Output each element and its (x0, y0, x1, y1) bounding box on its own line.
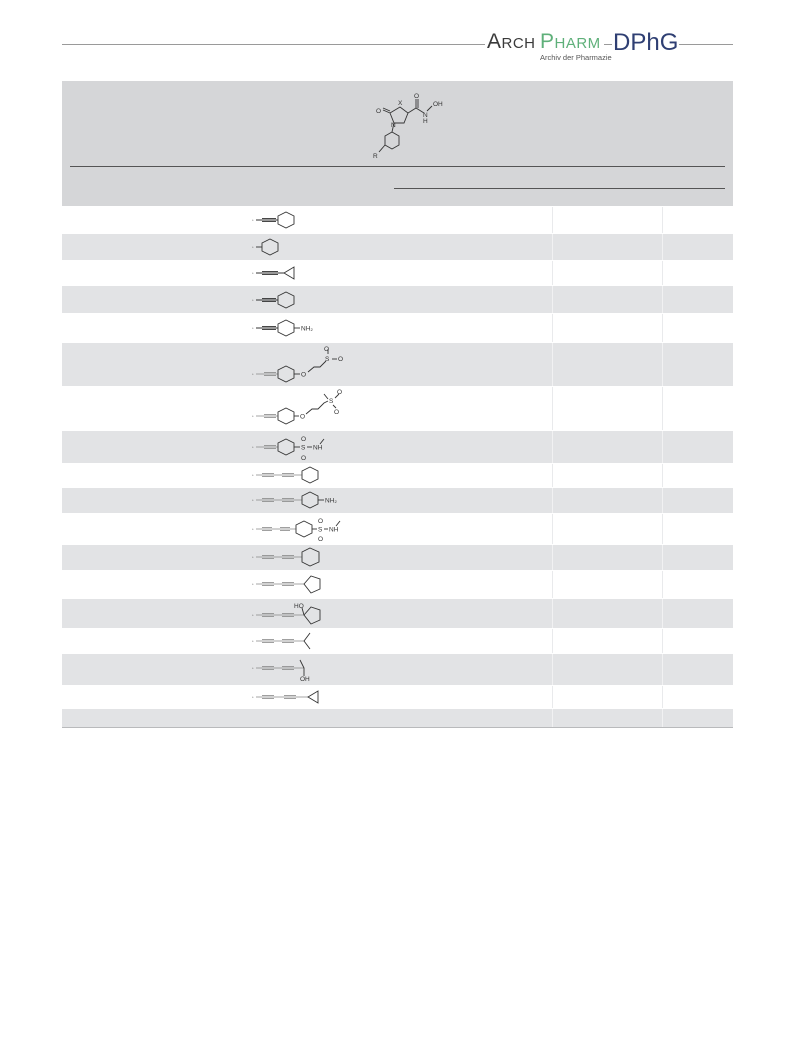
table-body (62, 206, 733, 727)
atom-label: S (325, 356, 330, 363)
column-divider (662, 654, 663, 685)
svg-text:*: * (252, 445, 254, 450)
table-row (62, 285, 733, 313)
column-divider (662, 545, 663, 570)
substituent-structure (248, 514, 358, 544)
column-divider (552, 343, 553, 386)
substituent-structure (248, 599, 338, 628)
svg-text:*: * (252, 555, 254, 560)
column-divider (552, 629, 553, 653)
table-row (62, 513, 733, 544)
data-table (62, 81, 733, 728)
atom-label: X (398, 100, 403, 107)
column-divider (662, 314, 663, 342)
svg-text:*: * (252, 372, 254, 377)
column-divider (662, 286, 663, 313)
substituent-structure (248, 387, 358, 430)
atom-label: NH (329, 526, 339, 534)
header-rule (70, 166, 725, 167)
column-divider (552, 545, 553, 570)
substituent-structure (248, 654, 338, 685)
atom-label: NH₂ (325, 497, 337, 505)
atom-label: NH (313, 444, 323, 452)
column-divider (552, 686, 553, 708)
atom-label: N (423, 112, 428, 119)
table-row (62, 708, 733, 727)
table-row (62, 653, 733, 685)
header-rule (62, 44, 485, 45)
atom-label: O (318, 518, 324, 525)
svg-text:*: * (252, 527, 254, 532)
table-row (62, 685, 733, 708)
table-bottom-rule (62, 727, 733, 728)
atom-label: S (318, 526, 323, 534)
substituent-structure (248, 686, 338, 708)
column-divider (662, 488, 663, 513)
atom-label: O (301, 436, 307, 443)
svg-text:*: * (252, 473, 254, 478)
svg-text:*: * (252, 639, 254, 644)
svg-text:*: * (252, 498, 254, 503)
table-row (62, 342, 733, 386)
svg-text:*: * (252, 666, 254, 671)
column-divider (662, 261, 663, 285)
substituent-structure (248, 431, 358, 463)
column-divider (552, 261, 553, 285)
svg-text:*: * (252, 613, 254, 618)
scaffold-structure (362, 89, 452, 164)
column-divider (552, 599, 553, 628)
table-row (62, 487, 733, 513)
svg-text:O: O (338, 356, 344, 363)
atom-label: S (301, 444, 306, 452)
column-divider (662, 629, 663, 653)
atom-label: O (300, 413, 306, 421)
table-row (62, 260, 733, 285)
column-divider (552, 387, 553, 430)
atom-label: O (337, 389, 343, 396)
svg-text:*: * (252, 218, 254, 223)
aryl-ring (385, 132, 399, 149)
table-row (62, 598, 733, 628)
svg-text:*: * (252, 245, 254, 250)
substituent-structure (248, 207, 338, 233)
column-divider (552, 571, 553, 598)
atom-label: O (376, 108, 382, 115)
substituent-structure (248, 629, 338, 653)
atom-label: HO (294, 603, 304, 610)
logo-arch-text: Arch (487, 30, 536, 53)
substituent-structure (248, 343, 358, 386)
bond (379, 145, 385, 152)
atom-label: O (334, 409, 340, 416)
atom-label: R (373, 153, 378, 160)
column-divider (552, 431, 553, 463)
table-header (62, 81, 733, 206)
table-row (62, 570, 733, 598)
column-divider (662, 343, 663, 386)
substituent-structure (248, 234, 338, 260)
atom-label: O (301, 455, 307, 462)
column-divider (662, 571, 663, 598)
table-row (62, 544, 733, 570)
ring-bond (390, 107, 408, 123)
substituent-structure (248, 488, 358, 513)
substituent-structure (248, 314, 338, 342)
atom-label: NH₂ (301, 325, 313, 333)
svg-text:*: * (252, 582, 254, 587)
substituent-structure (248, 261, 338, 285)
atom-label: N (391, 122, 396, 129)
substituent-structure (248, 545, 338, 570)
logo-pharm-text: Pharm (540, 30, 601, 53)
atom-label: OH (433, 101, 443, 108)
column-divider (552, 207, 553, 233)
svg-text:*: * (252, 298, 254, 303)
svg-text:*: * (252, 326, 254, 331)
table-row (62, 628, 733, 653)
column-divider (662, 599, 663, 628)
table-row (62, 430, 733, 463)
column-divider (662, 686, 663, 708)
substituent-structure (248, 286, 338, 313)
column-divider (552, 709, 553, 727)
bond (427, 106, 432, 111)
column-divider (662, 387, 663, 430)
atom-label: O (414, 93, 420, 100)
atom-label: O (318, 536, 324, 543)
header-rule (394, 188, 725, 189)
svg-text:*: * (252, 271, 254, 276)
atom-label: H (423, 118, 428, 125)
atom-label: O (301, 371, 307, 379)
column-divider (662, 514, 663, 544)
header-rule (679, 44, 733, 45)
logo-subtitle: Archiv der Pharmazie (540, 53, 612, 62)
column-divider (552, 488, 553, 513)
table-row (62, 386, 733, 430)
atom-label: S (329, 398, 334, 405)
atom-label: O (324, 346, 330, 353)
table-row (62, 313, 733, 342)
substituent-structure (248, 571, 338, 598)
substituent-structure (248, 464, 338, 487)
column-divider (552, 654, 553, 685)
table-row (62, 233, 733, 260)
column-divider (552, 286, 553, 313)
column-divider (662, 234, 663, 260)
column-divider (552, 464, 553, 487)
column-divider (662, 431, 663, 463)
logo-dphg-text: DPhG (613, 29, 679, 56)
atom-label: OH (300, 676, 310, 683)
svg-text:*: * (252, 695, 254, 700)
column-divider (662, 207, 663, 233)
column-divider (552, 234, 553, 260)
table-row (62, 206, 733, 233)
bond (408, 108, 416, 113)
header-rule (604, 44, 612, 45)
column-divider (662, 709, 663, 727)
svg-text:*: * (252, 414, 254, 419)
column-divider (552, 514, 553, 544)
table-row (62, 463, 733, 487)
column-divider (552, 314, 553, 342)
column-divider (662, 464, 663, 487)
